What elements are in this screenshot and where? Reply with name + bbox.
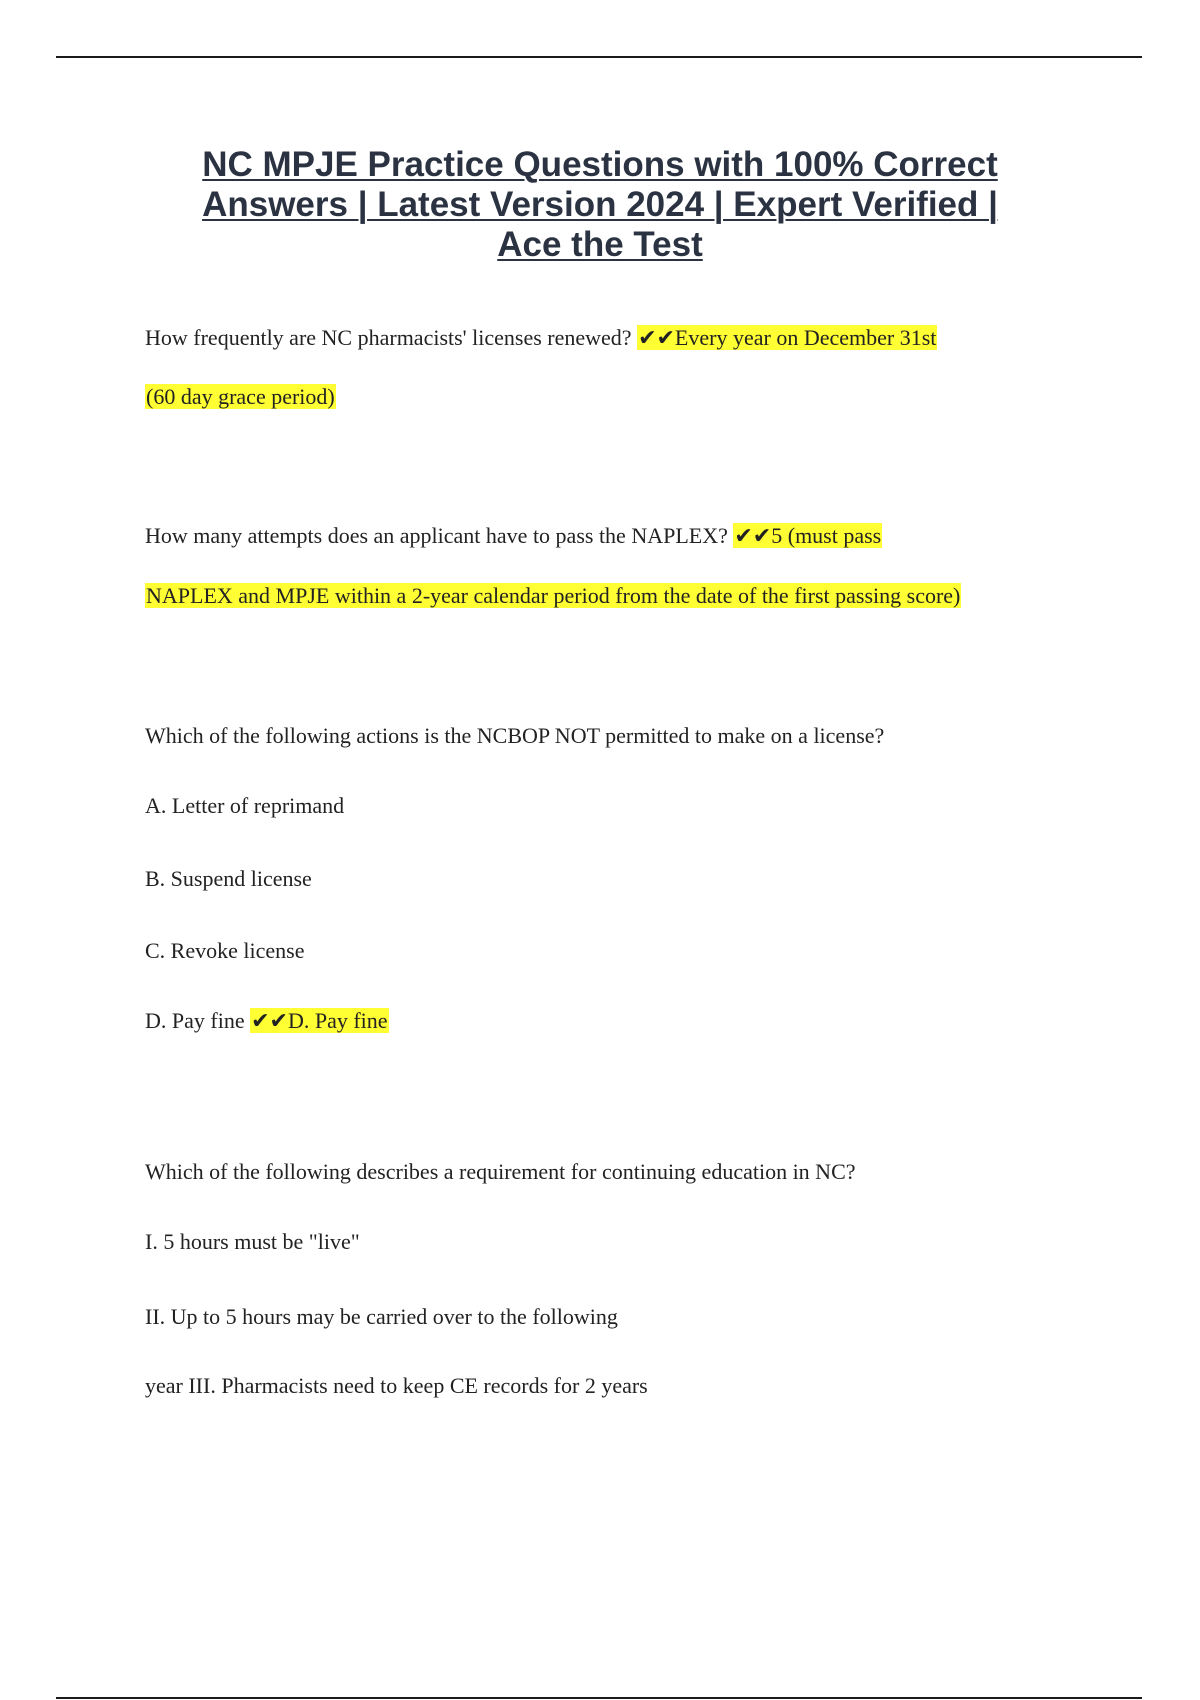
q4-line-1: I. 5 hours must be "live" xyxy=(145,1229,360,1254)
q3-option-c: C. Revoke license xyxy=(145,938,305,963)
q1-answer-part1: ✔✔Every year on December 31st xyxy=(638,325,937,350)
q1-answer-line xyxy=(145,382,336,412)
q4-question: Which of the following describes a requirement for continuing education in NC? xyxy=(145,1159,856,1184)
top-rule xyxy=(56,56,1142,58)
q2-answer-part2: NAPLEX and MPJE within a 2-year calendar period from the date of the first passing score) xyxy=(146,583,961,608)
q3-question: Which of the following actions is the NCBOP NOT permitted to make on a license? xyxy=(145,723,885,748)
document-title xyxy=(100,145,1100,265)
q1-question: How frequently are NC pharmacists' licenses renewed? xyxy=(145,325,632,350)
q2-question: How many attempts does an applicant have to pass the NAPLEX? xyxy=(145,523,728,548)
q2-answer-line xyxy=(145,581,961,611)
q3-option-b: B. Suspend license xyxy=(145,866,312,891)
q4-line-2: II. Up to 5 hours may be carried over to the following xyxy=(145,1304,618,1329)
title-line-3: Ace the Test xyxy=(497,225,703,264)
q1-answer-part2: (60 day grace period) xyxy=(146,384,335,409)
q4-line-3: year III. Pharmacists need to keep CE records for 2 years xyxy=(145,1373,648,1398)
title-line-1: NC MPJE Practice Questions with 100% Correct xyxy=(202,145,998,184)
q3-option-a: A. Letter of reprimand xyxy=(145,793,345,818)
q3-option-d-line xyxy=(145,1006,389,1036)
q1-line xyxy=(145,323,937,353)
bottom-rule xyxy=(56,1697,1142,1699)
title-line-2: Answers | Latest Version 2024 | Expert Verified | xyxy=(202,185,998,224)
q2-answer-part1: ✔✔5 (must pass xyxy=(734,523,882,548)
q2-line xyxy=(145,521,882,551)
q3-option-d: D. Pay fine xyxy=(145,1008,245,1033)
q3-answer: ✔✔D. Pay fine xyxy=(251,1008,388,1033)
